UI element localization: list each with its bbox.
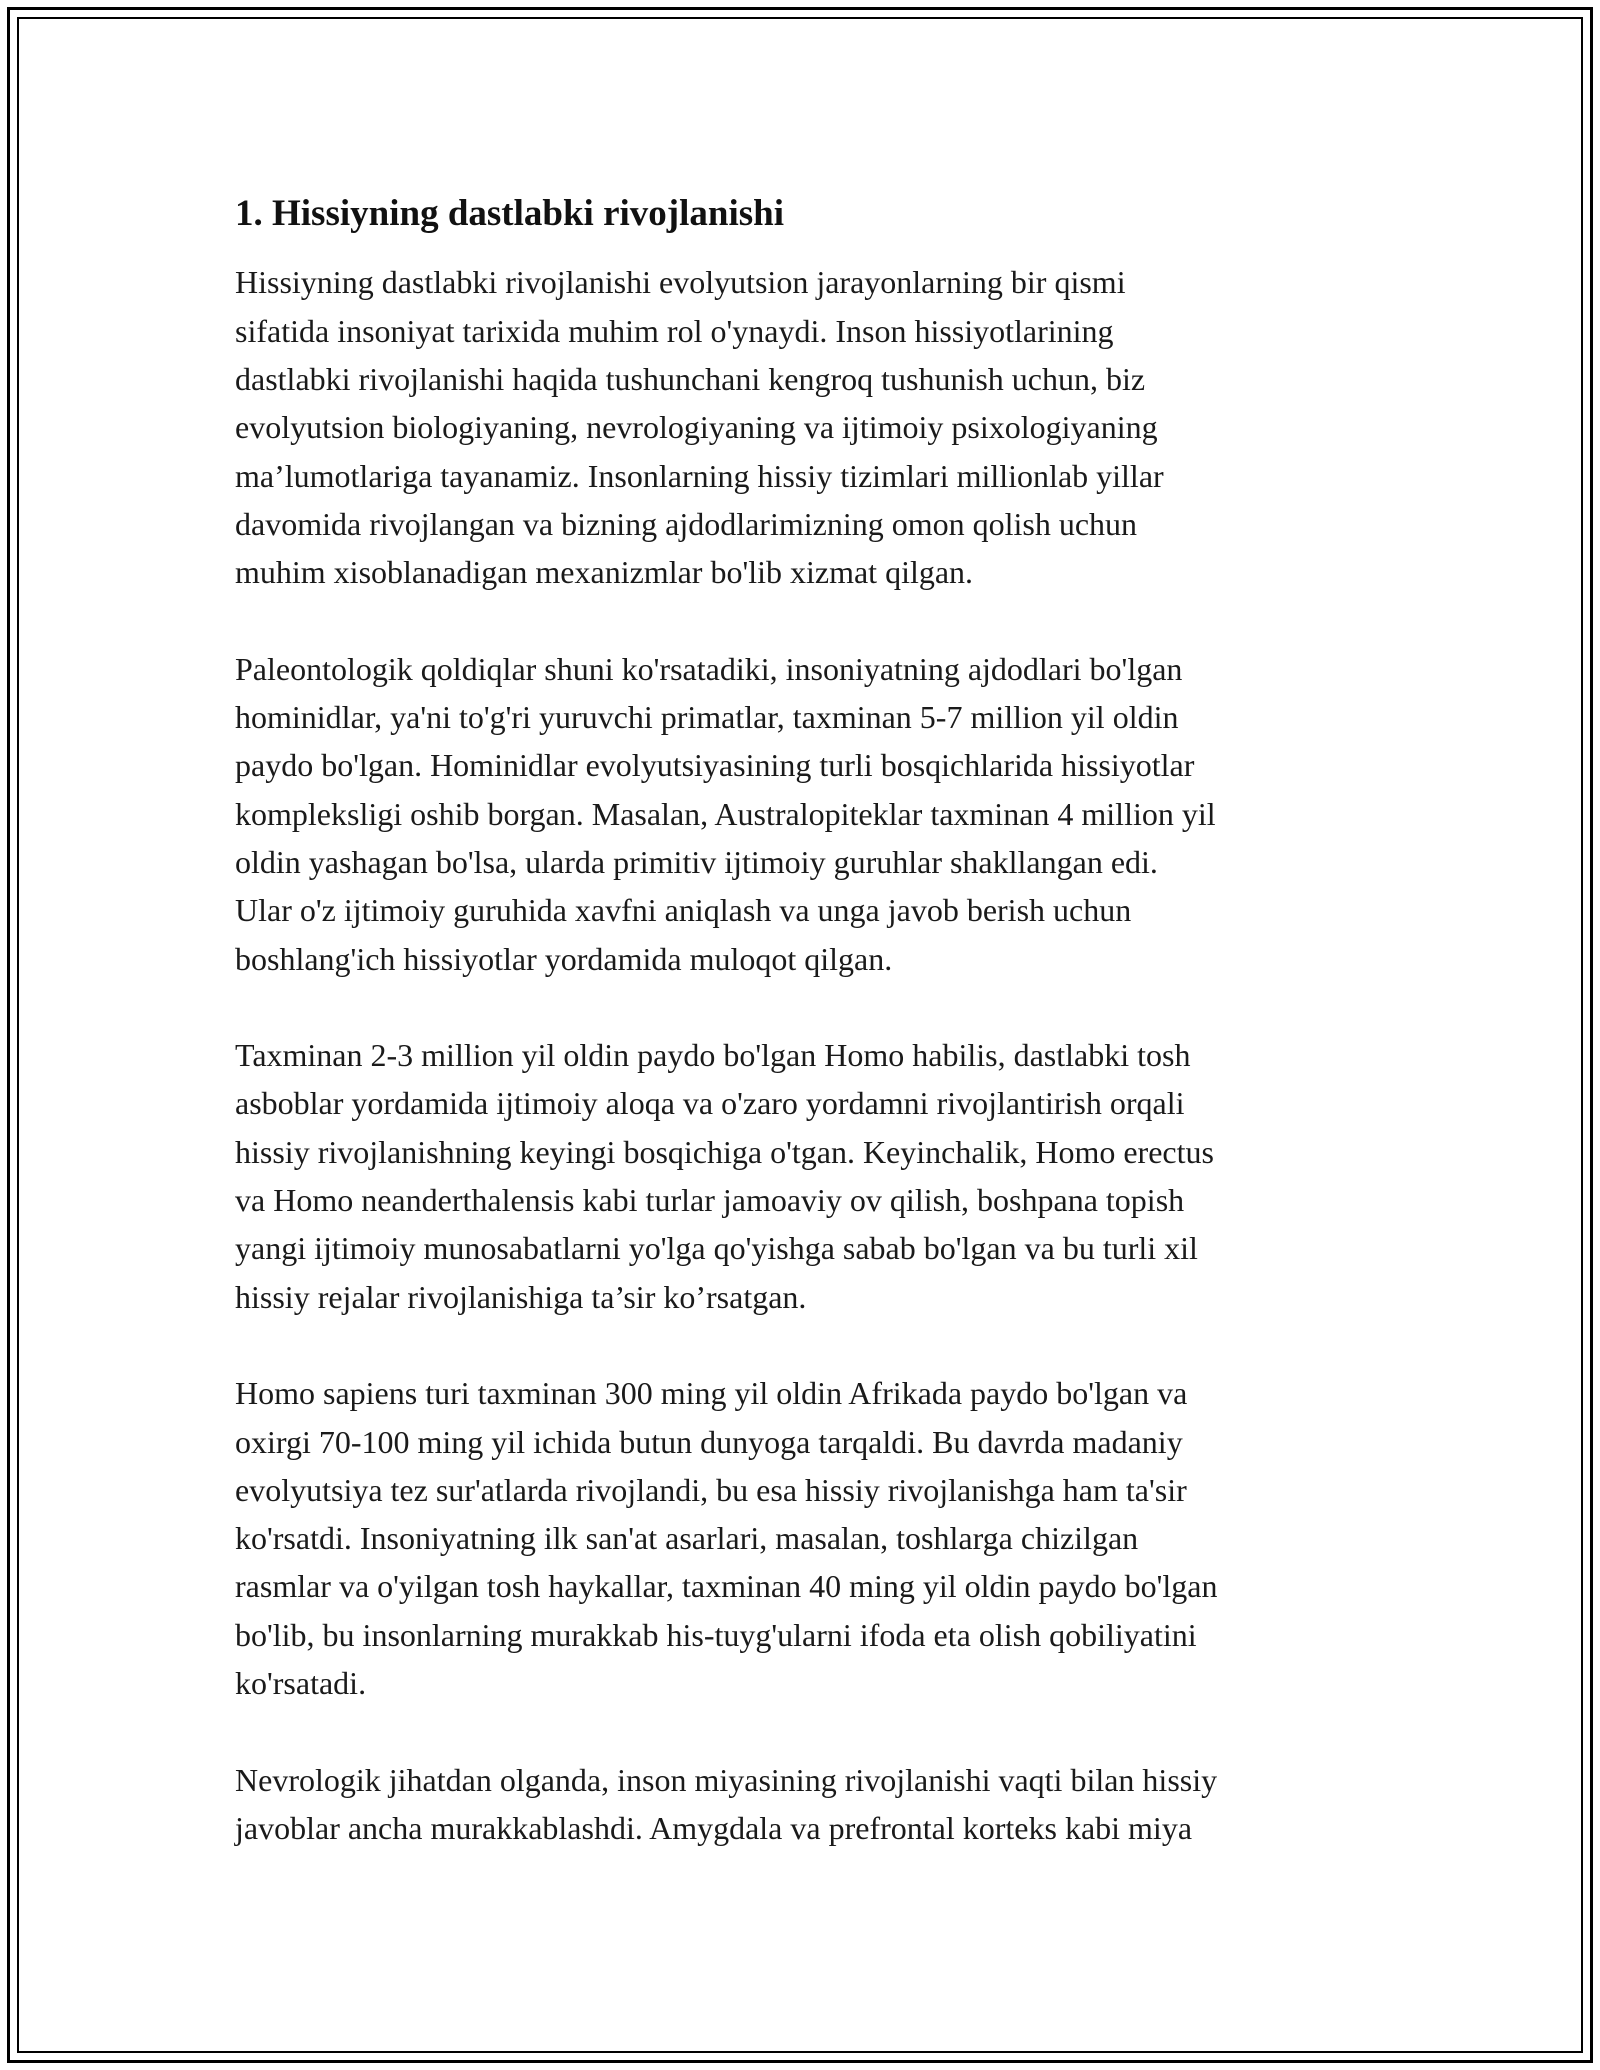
paragraph-line: dastlabki rivojlanishi haqida tushunchani kengroq tushunish uchun, biz: [235, 360, 1146, 397]
paragraph-line: bo'lib, bu insonlarning murakkab his-tuyg'ularni ifoda eta olish qobiliyatini: [235, 1616, 1197, 1653]
paragraph-line: oldin yashagan bo'lsa, ularda primitiv ijtimoiy guruhlar shakllangan edi.: [235, 843, 1158, 880]
paragraph-line: javoblar ancha murakkablashdi. Amygdala va prefrontal korteks kabi miya: [235, 1809, 1193, 1846]
paragraph-line: ko'rsatdi. Insoniyatning ilk san'at asarlari, masalan, toshlarga chizilgan: [235, 1520, 1139, 1557]
paragraphs-container: [235, 258, 1370, 1852]
paragraph-line: davomida rivojlangan va bizning ajdodlarimizning omon qolish uchun: [235, 505, 1138, 542]
paragraph-line: muhim xisoblanadigan mexanizmlar bo'lib xizmat qilgan.: [235, 554, 974, 591]
paragraph-line: yangi ijtimoiy munosabatlarni yo'lga qo'yishga sabab bo'lgan va bu turli xil: [235, 1230, 1198, 1267]
paragraph-line: ko'rsatadi.: [235, 1665, 367, 1701]
paragraph-line: kompleksligi oshib borgan. Masalan, Australopiteklar taxminan 4 million yil: [235, 795, 1216, 832]
paragraph-line: va Homo neanderthalensis kabi turlar jamoaviy ov qilish, boshpana topish: [235, 1182, 1185, 1219]
paragraph-line: Ular o'z ijtimoiy guruhida xavfni aniqlash va unga javob berish uchun: [235, 892, 1132, 929]
paragraph-line: Hissiyning dastlabki rivojlanishi evolyutsion jarayonlarning bir qismi: [235, 264, 1126, 301]
paragraph-line: evolyutsiya tez sur'atlarda rivojlandi, bu esa hissiy rivojlanishga ham ta'sir: [235, 1471, 1187, 1508]
paragraph-line: Taxminan 2-3 million yil oldin paydo bo'lgan Homo habilis, dastlabki tosh: [235, 1037, 1191, 1074]
paragraph-line: Homo sapiens turi taxminan 300 ming yil oldin Afrikada paydo bo'lgan va: [235, 1375, 1188, 1412]
paragraph-line: Nevrologik jihatdan olganda, inson miyasining rivojlanishi vaqti bilan hissiy: [235, 1761, 1218, 1798]
body-paragraph: [235, 258, 1370, 596]
paragraph-line: oxirgi 70-100 ming yil ichida butun dunyoga tarqaldi. Bu davrda madaniy: [235, 1423, 1183, 1460]
paragraph-line: ma’lumotlariga tayanamiz. Insonlarning hissiy tizimlari millionlab yillar: [235, 457, 1164, 494]
paragraph-line: Paleontologik qoldiqlar shuni ko'rsatadiki, insoniyatning ajdodlari bo'lgan: [235, 650, 1183, 687]
paragraph-line: rasmlar va o'yilgan tosh haykallar, taxminan 40 ming yil oldin paydo bo'lgan: [235, 1568, 1218, 1605]
body-paragraph: [235, 645, 1370, 983]
paragraph-line: hissiy rivojlanishning keyingi bosqichiga o'tgan. Keyinchalik, Homo erectus: [235, 1133, 1214, 1170]
paragraph-line: paydo bo'lgan. Hominidlar evolyutsiyasining turli bosqichlarida hissiyotlar: [235, 747, 1195, 784]
paragraph-line: hissiy rejalar rivojlanishiga ta’sir ko’rsatgan.: [235, 1278, 807, 1315]
paragraph-line: sifatida insoniyat tarixida muhim rol o'ynaydi. Inson hissiyotlarining: [235, 312, 1114, 349]
body-paragraph: [235, 1756, 1370, 1853]
paragraph-line: boshlang'ich hissiyotlar yordamida muloqot qilgan.: [235, 940, 893, 977]
paragraph-line: hominidlar, ya'ni to'g'ri yuruvchi primatlar, taxminan 5-7 million yil oldin: [235, 699, 1179, 736]
body-paragraph: [235, 1369, 1370, 1707]
paragraph-line: asboblar yordamida ijtimoiy aloqa va o'zaro yordamni rivojlantirish orqali: [235, 1085, 1185, 1122]
paragraph-line: evolyutsion biologiyaning, nevrologiyaning va ijtimoiy psixologiyaning: [235, 409, 1158, 446]
section-heading: 1. Hissiyning dastlabki rivojlanishi: [235, 193, 785, 234]
document-body: [235, 180, 1370, 1900]
body-paragraph: [235, 1031, 1370, 1321]
